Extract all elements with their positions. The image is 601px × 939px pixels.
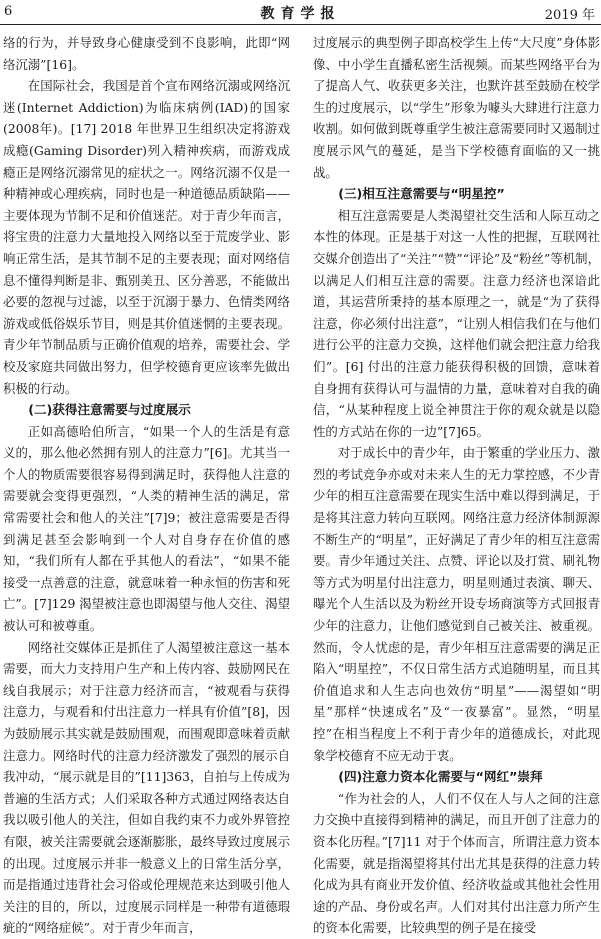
page-number: 6: [4, 4, 13, 19]
paragraph: 相互注意需要是人类渴望社交生活和人际互动之本性的体现。正是基于对这一人性的把握，互联网社交媒介创造出了“关注”“赞”“评论”及“粉丝”等机制，以满足人们相互注意的需要。注意力经济也深谙此道，其运营所秉持的基本原理之一，就是“为了获得注意，你必须付出注意”，“让别人相信我们在与他们进行公平的注意力交换，这样他们就会把注意力给我们”。[6] 付出的注意力能获得积极的回馈，意味着自身拥有获得认可与温情的力量，意味着对自我的确信，“从某种程度上说全神贯注于你的观众就是以隐性的方式站在你的一边”[7]65。: [313, 207, 600, 439]
section-heading: (三)相互注意需要与“明星控”: [338, 186, 505, 202]
paragraph: “作为社会的人，人们不仅在人与人之间的注意力交换中直接得到精神的满足，而且开创了注意力的资本化历程。”[7]11 对于个体而言，所谓注意力资本化需要，就是指渴望将其付出尤其是获得的注意力转化成为具有商业开发价值、经济收益或其他社会性用途的产品、身份或名声。人们对其付出注意力所产生的资本化需要，比较典型的例子是在接受: [313, 790, 600, 936]
publication-year: 2019 年: [544, 8, 595, 23]
paragraph: 在国际社会，我国是首个宣布网络沉溺或网络沉迷(Internet Addiction)为临床病例(IAD)的国家(2008年)。[17] 2018 年世界卫生组织决定将游戏成瘾(Gaming Disorder)列入精神疾病，而游戏成瘾正是网络沉溺常见的症状之一。网络沉溺不仅是一种精神或心理疾病，同时也是一种道德品质缺陷——主要体现为节制不足和价值迷茫。对于青少年而言，将宝贵的注意力大量地投入网络以至于荒废学业、影响正常生活，是其节制不足的主要表现；面对网络信息不懂得判断是非、甄别美丑、区分善恶，不能做出必要的忽视与过滤，以至于沉溺于暴力、色情类网络游戏或低俗娱乐节目，则是其价值迷惘的主要表现。青少年节制品质与正确价值观的培养，需要社会、学校及家庭共同做出努力，但学校德育更应该率先做出积极的行动。: [3, 78, 290, 396]
left-column: [3, 32, 290, 936]
paragraph-continued: 过度展示的典型例子即高校学生上传“大尺度”身体影像、中小学生直播私密生活视频。而某些网络平台为了提高人气、收获更多关注，也默许甚至鼓励在校学生的过度展示，以“学生”形象为噱头大肆进行注意力收割。如何做到既尊重学生被注意需要同时又遏制过度展示风气的蔓延，是当下学校德育面临的又一挑战。: [313, 35, 600, 180]
paragraph-continued: 络的行为，并导致身心健康受到不良影响，此即“网络沉溺”[16]。: [3, 35, 290, 72]
paragraph: 正如高德哈伯所言，“如果一个人的生活是有意义的，那么他必然拥有别人的注意力”[6]。尤其当一个人的物质需要很容易得到满足时，获得他人注意的需要就会变得更强烈，“人类的精神生活的满足，常常需要社会和他人的关注”[7]9；被注意需要是否得到满足甚至会影响到一个人对自身存在价值的感知，“我们所有人都在乎其他人的看法”，“如果不能接受一点善意的注意，就意味着一种永恒的伤害和死亡”。[7]129 渴望被注意也即渴望与他人交往、渴望被认可和被尊重。: [3, 423, 290, 634]
section-heading: (二)获得注意需要与过度展示: [28, 402, 191, 418]
right-column: [313, 32, 600, 936]
running-header: [0, 0, 601, 25]
paragraph: 对于成长中的青少年，由于繁重的学业压力、激烈的考试竞争亦或对未来人生的无力掌控感，不少青少年的相互注意需要在现实生活中难以得到满足，于是将其注意力转向互联网。网络注意力经济体制源源不断生产的“明星”，正好满足了青少年的相互注意需要。青少年通过关注、点赞、评论以及打赏、刷礼物等方式为明星付出注意力，明星则通过表演、聊天、曝光个人生活以及为粉丝开设专场商演等方式回报青少年的注意力，让他们感觉到自己被关注、被重视。然而，令人忧虑的是，青少年相互注意需要的满足正陷入“明星控”，不仅日常生活方式追随明星，而且其价值追求和人生志向也效仿“明星”——渴望如“明星”那样“快速成名”及“一夜暴富”。显然，“明星控”在相当程度上不利于青少年的道德成长，对此现象学校德育不应无动于衷。: [313, 445, 600, 763]
journal-title: 教育学报: [260, 6, 341, 22]
section-heading: (四)注意力资本化需要与“网红”崇拜: [338, 769, 543, 785]
paragraph: 网络社交媒体正是抓住了人渴望被注意这一基本需要，而大力支持用户生产和上传内容、鼓励网民在线自我展示；对于注意力经济而言，“被观看与获得注意力，与观看和付出注意力一样具有价值”[8]，因为鼓励展示其实就是鼓励围观，而围观即意味着贡献注意力。网络时代的注意力经济激发了强烈的展示自我冲动，“展示就是目的”[11]363，自拍与上传成为普遍的生活方式；人们采取各种方式通过网络表达自我以吸引他人的关注，但如自我约束不力或外界管控有限，被关注需要就会逐渐膨胀，最终导致过度展示的出现。过度展示并非一般意义上的日常生活分享，而是指通过违背社会习俗或伦理规范来达到吸引他人关注的目的，所以，过度展示同样是一种带有道德瑕疵的“网络症候”。对于青少年而言，: [3, 639, 290, 936]
